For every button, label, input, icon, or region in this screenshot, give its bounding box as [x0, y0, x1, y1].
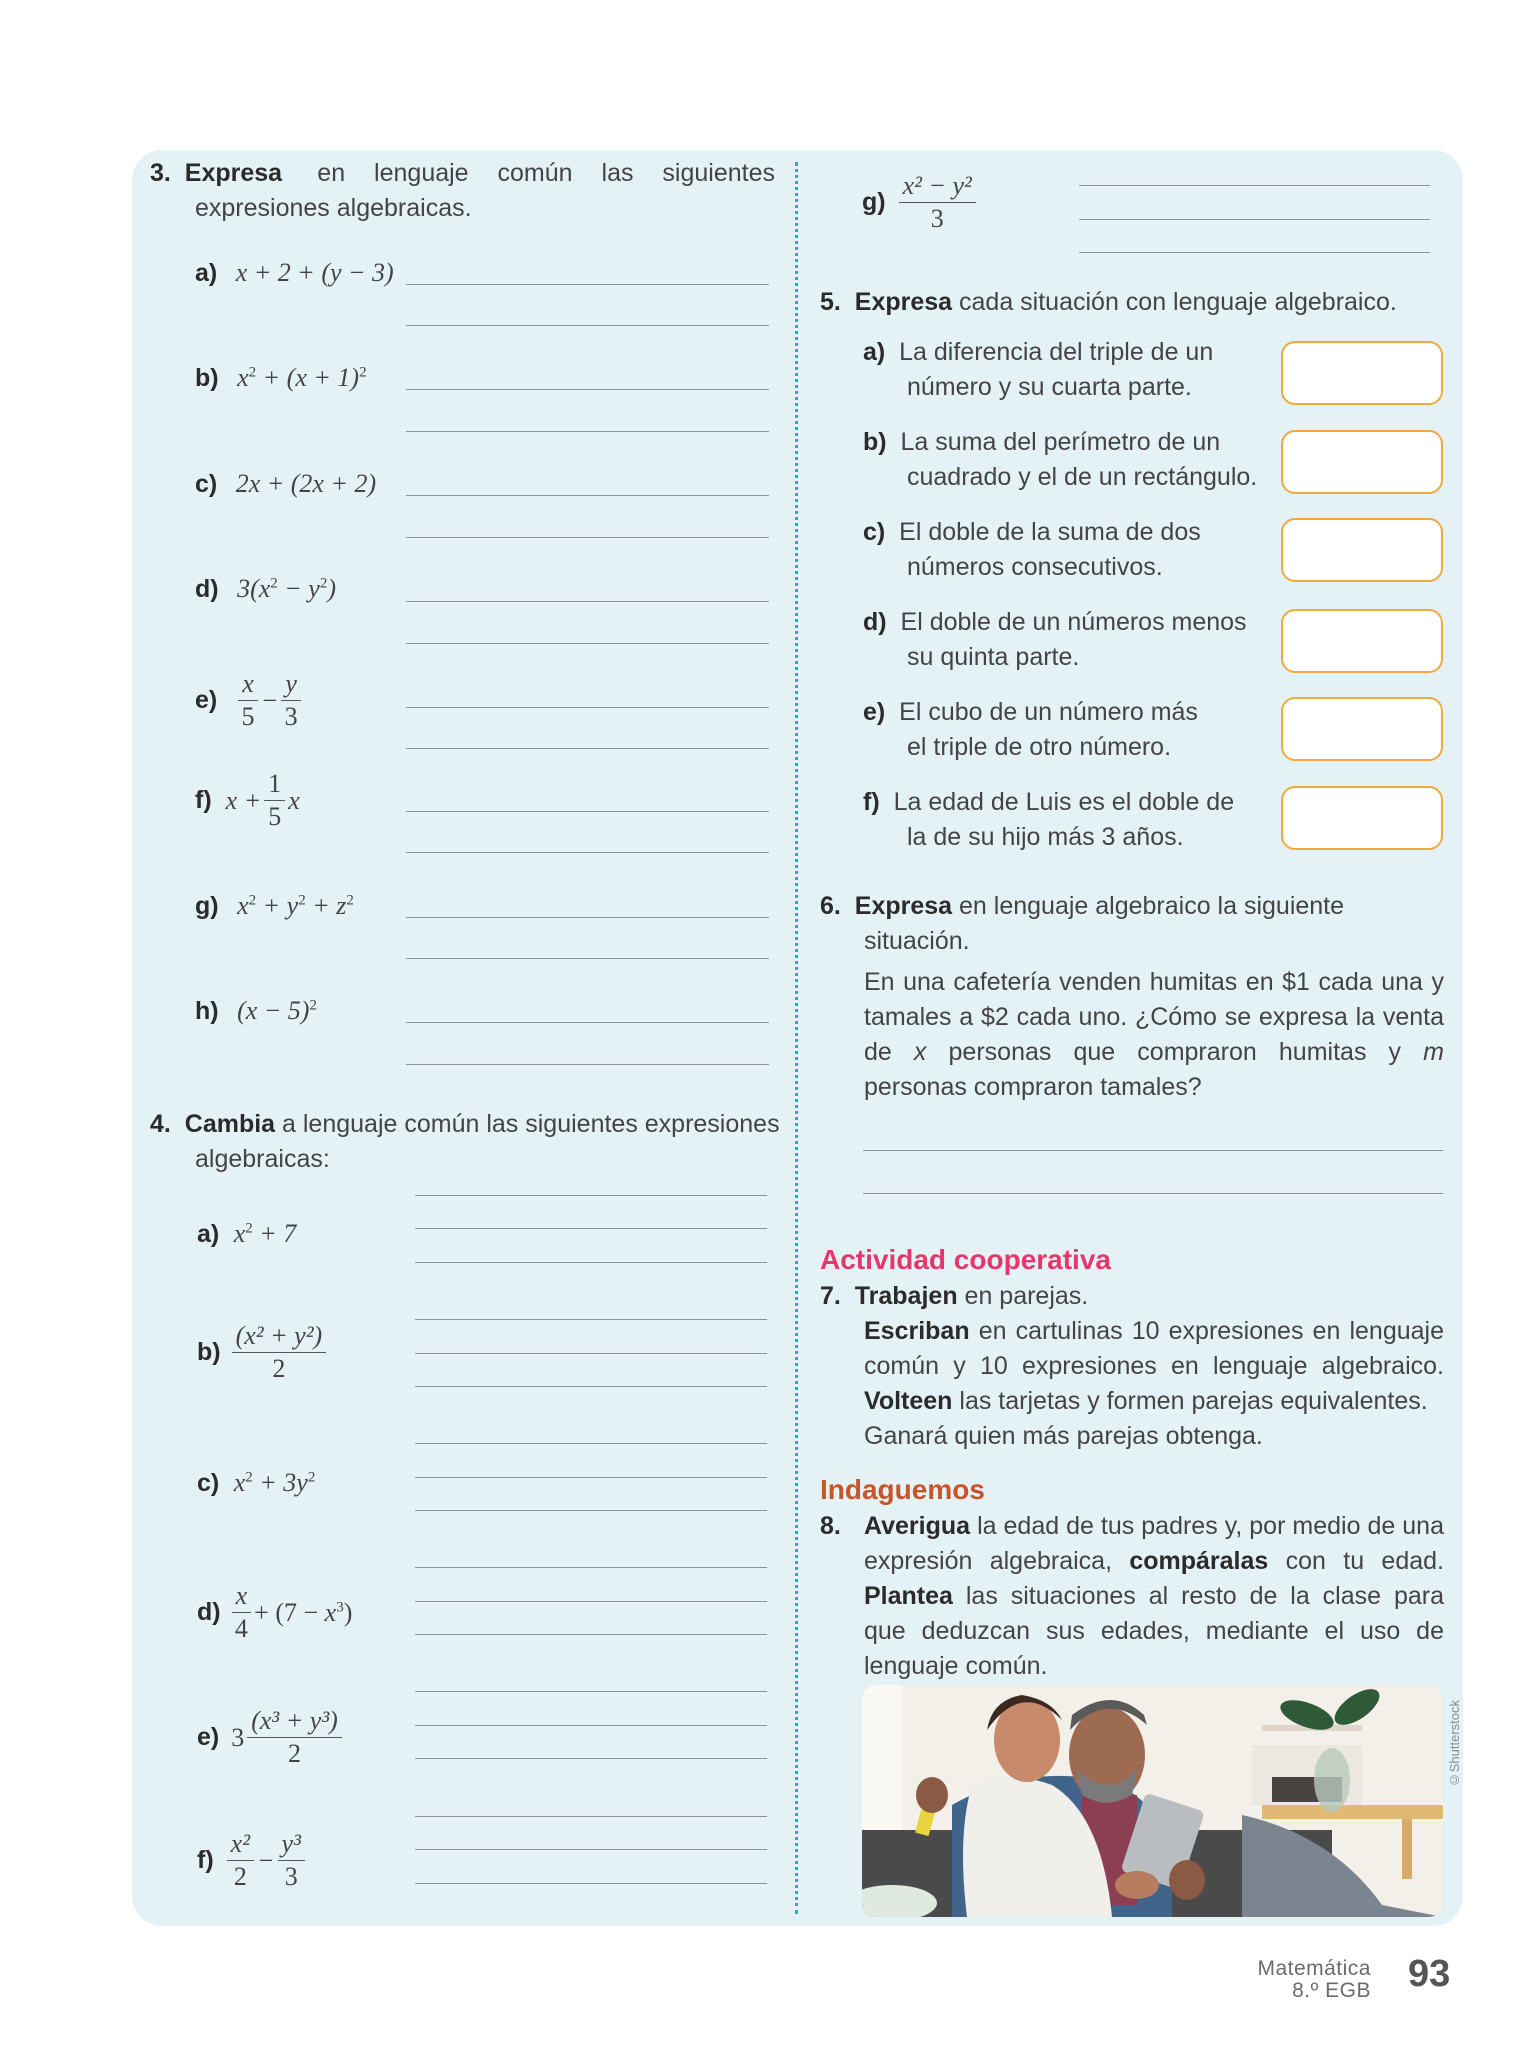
q4-text-line1: a lenguaje común las siguientes expresiones [282, 1110, 780, 1138]
item-label: e) [863, 698, 886, 726]
expression-part: x + [225, 785, 262, 815]
q3-item-b [195, 363, 367, 393]
expression [896, 170, 979, 235]
answer-line[interactable] [415, 1510, 767, 1511]
q8-text [820, 1509, 1444, 1684]
q5-text: cada situación con lenguaje algebraico. [959, 288, 1397, 316]
q4-verb: Cambia [184, 1110, 276, 1138]
item-text: La suma del perímetro de un [900, 428, 1221, 456]
expression [226, 768, 300, 833]
answer-line[interactable] [415, 1725, 767, 1726]
problem-text: personas que compraron humitas y [926, 1038, 1424, 1066]
q3-item-g [195, 891, 354, 921]
answer-line[interactable] [415, 1816, 767, 1817]
q5-prompt [820, 285, 1440, 320]
problem-text: personas compraron tamales? [864, 1073, 1202, 1101]
q3-verb: Expresa [184, 159, 283, 187]
item-label: b) [863, 428, 887, 456]
numerator: x² [227, 1828, 254, 1861]
footer-subject [1257, 1958, 1371, 2002]
q5-item-f [863, 785, 1283, 855]
answer-line[interactable] [415, 1443, 767, 1444]
q5-verb: Expresa [854, 288, 953, 316]
answer-line[interactable] [406, 325, 769, 326]
cooperative-heading: Actividad cooperativa [820, 1244, 1111, 1275]
numerator: x [238, 668, 258, 701]
item-label: a) [195, 259, 218, 287]
item-label: a) [197, 1220, 220, 1248]
answer-line[interactable] [406, 284, 769, 285]
q7-text [820, 1279, 1444, 1454]
answer-line[interactable] [415, 1319, 767, 1320]
grade-level: 8.º EGB [1292, 1979, 1371, 2002]
answer-line[interactable] [406, 748, 769, 749]
q4-number: 4. [150, 1110, 171, 1138]
q3-text-line2: expresiones algebraicas. [195, 194, 472, 222]
answer-line[interactable] [406, 1064, 769, 1065]
answer-line[interactable] [406, 917, 769, 918]
answer-line[interactable] [406, 601, 769, 602]
item-label: h) [195, 997, 219, 1025]
denominator: 5 [268, 802, 282, 831]
answer-line[interactable] [415, 1758, 767, 1759]
q4-text-line2: algebraicas: [195, 1145, 330, 1173]
q6-number: 6. [820, 892, 841, 920]
item-label: d) [863, 608, 887, 636]
column-divider [795, 162, 798, 1914]
denominator: 2 [233, 1862, 247, 1891]
item-text: su quinta parte. [907, 643, 1080, 671]
q4-item-e [197, 1705, 345, 1770]
q8-verb: compáralas [1129, 1547, 1269, 1575]
q4-item-d [197, 1580, 352, 1645]
answer-line[interactable] [406, 707, 769, 708]
q5-item-a [863, 335, 1283, 405]
item-text: La diferencia del triple de un [899, 338, 1214, 366]
expression: x + 2 + (y − 3) [235, 258, 394, 287]
answer-line[interactable] [406, 431, 769, 432]
answer-line[interactable] [415, 1262, 767, 1263]
item-label: b) [197, 1338, 221, 1366]
answer-line[interactable] [406, 958, 769, 959]
answer-line[interactable] [415, 1195, 767, 1196]
q5-item-e [863, 695, 1283, 765]
q7-verb: Volteen [864, 1387, 953, 1415]
answer-line[interactable] [863, 1150, 1443, 1151]
q6-text-line2: situación. [864, 927, 970, 955]
q5-item-d [863, 605, 1283, 675]
q3-item-h [195, 996, 317, 1026]
item-text: El doble de la suma de dos [899, 518, 1201, 546]
item-label: g) [195, 892, 219, 920]
q4-item-b [197, 1320, 329, 1385]
q7-text-part: en parejas. [964, 1282, 1089, 1310]
q7-text-part: las tarjetas y formen parejas equivalentes. [959, 1387, 1428, 1415]
q3-item-c [195, 469, 376, 499]
operator: − [260, 685, 279, 715]
item-text: El doble de un números menos [900, 608, 1247, 636]
answer-line[interactable] [415, 1601, 767, 1602]
expression: $x^2 + 3y^2$ [233, 1468, 316, 1497]
expression: $\frac{x}{4}$ + $(7 - x^3)$ [229, 1580, 353, 1645]
q8-number: 8. [820, 1512, 841, 1540]
q3-item-e [195, 668, 304, 733]
answer-line[interactable] [1079, 219, 1430, 220]
item-label: a) [863, 338, 886, 366]
q6-text-line1: en lenguaje algebraico la siguiente [959, 892, 1345, 920]
answer-line[interactable] [415, 1849, 767, 1850]
item-label: d) [195, 575, 219, 603]
answer-box[interactable] [1281, 786, 1443, 850]
numerator: y [281, 668, 301, 701]
numerator: y³ [278, 1828, 305, 1861]
q7-text-part: en cartulinas 10 expresiones en lenguaje común y 10 expresiones en lenguaje algebraico. [864, 1317, 1444, 1380]
item-text: la de su hijo más 3 años. [907, 823, 1184, 851]
item-label: d) [197, 1598, 221, 1626]
answer-box[interactable] [1281, 609, 1443, 673]
q5-item-c [863, 515, 1283, 585]
q3-text-line1: en lenguaje común las siguientes [317, 159, 775, 187]
denominator: 3 [284, 702, 298, 731]
page-number: 93 [1408, 1953, 1451, 1995]
numerator: (x² + y²) [232, 1320, 327, 1353]
q3-item-a [195, 258, 394, 288]
q7-text-part: Ganará quien más parejas obtenga. [864, 1422, 1263, 1450]
denominator: 3 [930, 204, 944, 233]
photo-credit: ©Shutterstock [1447, 1700, 1462, 1788]
denominator: 4 [234, 1614, 248, 1643]
item-label: c) [195, 470, 218, 498]
expression-part: x [288, 785, 300, 815]
numerator: 1 [264, 768, 285, 801]
answer-line[interactable] [406, 537, 769, 538]
answer-line[interactable] [863, 1193, 1443, 1194]
answer-line[interactable] [1079, 185, 1430, 186]
expression [231, 1705, 345, 1770]
answer-line[interactable] [415, 1228, 767, 1229]
answer-line[interactable] [415, 1691, 767, 1692]
answer-line[interactable] [415, 1353, 767, 1354]
answer-line[interactable] [406, 389, 769, 390]
variable-m: m [1423, 1038, 1444, 1066]
numerator: x [232, 1580, 252, 1613]
item-text: La edad de Luis es el doble de [893, 788, 1235, 816]
q7-verb: Trabajen [854, 1282, 958, 1310]
q6-prompt [820, 889, 1444, 1105]
answer-line[interactable] [406, 1022, 769, 1023]
answer-box[interactable] [1281, 341, 1443, 405]
answer-line[interactable] [415, 1634, 767, 1635]
answer-line[interactable] [415, 1477, 767, 1478]
photo-illustration [862, 1685, 1443, 1917]
q4-item-a [197, 1219, 296, 1249]
q8-verb: Averigua [864, 1512, 971, 1540]
expression: $(x - 5)^2$ [237, 996, 317, 1025]
q4-prompt [150, 1107, 780, 1177]
answer-box[interactable] [1281, 518, 1443, 582]
q7-verb: Escriban [864, 1317, 970, 1345]
inquiry-heading: Indaguemos [820, 1474, 985, 1505]
q3-item-f [195, 768, 300, 833]
q3-item-d [195, 574, 336, 604]
variable-x: x [913, 1038, 927, 1066]
item-text: números consecutivos. [907, 553, 1163, 581]
item-text: el triple de otro número. [907, 733, 1172, 761]
expression [224, 1828, 308, 1893]
answer-line[interactable] [406, 495, 769, 496]
denominator: 2 [288, 1739, 301, 1768]
q3-number: 3. [150, 159, 171, 187]
q8-text-part: las situaciones al resto de la clase para que deduzcan sus edades, mediante el uso de lenguaje común. [864, 1582, 1444, 1680]
numerator: (x³ + y³) [247, 1705, 342, 1738]
q8-text-part: con tu edad. [1285, 1547, 1444, 1575]
subject-name: Matemática [1257, 1957, 1371, 1980]
q4-item-c [197, 1468, 315, 1498]
expression [235, 668, 304, 733]
operator: − [257, 1845, 275, 1875]
item-label: e) [195, 686, 218, 714]
answer-line[interactable] [406, 811, 769, 812]
item-label: c) [197, 1469, 220, 1497]
q4-item-f [197, 1828, 308, 1893]
denominator: 3 [284, 1862, 298, 1891]
problem-text: En una cafetería venden humitas en $1 cada una y tamales a $2 cada uno. ¿Cómo se expresa la venta de [864, 968, 1444, 1066]
expression: $3(x^2 - y^2)$ [237, 574, 337, 603]
answer-box[interactable] [1281, 430, 1443, 494]
answer-line[interactable] [415, 1883, 767, 1884]
q6-problem [820, 965, 1444, 1105]
expression [229, 1320, 330, 1385]
q3-continued-item-g [862, 170, 979, 235]
answer-line[interactable] [415, 1386, 767, 1387]
answer-line[interactable] [406, 643, 769, 644]
expression: $x^2 + (x + 1)^2$ [237, 363, 367, 392]
numerator: x² − y² [899, 170, 976, 203]
answer-line[interactable] [1079, 252, 1430, 253]
item-label: f) [197, 1846, 214, 1874]
item-text: número y su cuarta parte. [907, 373, 1192, 401]
answer-box[interactable] [1281, 697, 1443, 761]
answer-line[interactable] [406, 852, 769, 853]
q5-number: 5. [820, 288, 841, 316]
expression: 2x + (2x + 2) [235, 469, 377, 498]
q8-verb: Plantea [864, 1582, 953, 1610]
q8-text-part: la edad de tus padres y, por medio de una expresión algebraica, [864, 1512, 1444, 1575]
item-label: f) [863, 788, 880, 816]
expression: $x^2 + y^2 + z^2$ [237, 891, 354, 920]
item-label: e) [197, 1723, 220, 1751]
item-text: El cubo de un número más [899, 698, 1198, 726]
family-photo [862, 1685, 1443, 1917]
coefficient: 3 [231, 1722, 245, 1752]
denominator: 5 [241, 702, 255, 731]
q3-prompt [150, 156, 775, 226]
item-label: c) [863, 518, 886, 546]
item-label: g) [862, 188, 886, 216]
item-text: cuadrado y el de un rectángulo. [907, 463, 1258, 491]
item-label: b) [195, 364, 219, 392]
expression: $x^2 + 7$ [233, 1219, 297, 1248]
answer-line[interactable] [415, 1567, 767, 1568]
denominator: 2 [272, 1354, 286, 1383]
q5-item-b [863, 425, 1283, 495]
q7-number: 7. [820, 1282, 841, 1310]
q6-verb: Expresa [854, 892, 953, 920]
item-label: f) [195, 786, 212, 814]
